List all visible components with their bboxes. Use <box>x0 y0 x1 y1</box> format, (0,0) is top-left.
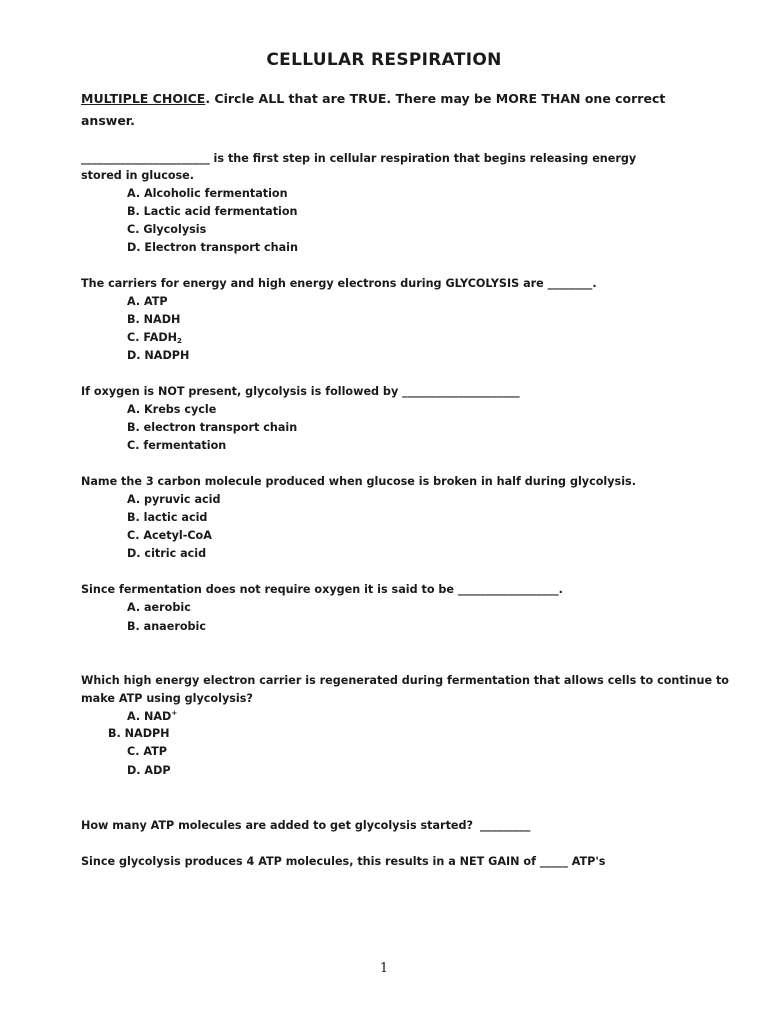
question-5-line-1: Since fermentation does not require oxygen it is said to be __________________. <box>81 583 563 596</box>
question-1-option-a[interactable]: A. Alcoholic fermentation <box>127 187 288 200</box>
multiple-choice-heading: MULTIPLE CHOICE <box>81 91 206 106</box>
question-8-line-1: Since glycolysis produces 4 ATP molecules, this results in a NET GAIN of _____ ATP's <box>81 855 606 868</box>
question-6-option-a-text: A. NAD <box>127 710 172 723</box>
question-5-option-b[interactable]: B. anaerobic <box>127 620 207 633</box>
question-3-option-a[interactable]: A. Krebs cycle <box>127 403 217 416</box>
question-3-option-c[interactable]: C. fermentation <box>127 439 227 452</box>
question-1-line-1: _______________________ is the first step in cellular respiration that begins releasing energy <box>81 152 637 165</box>
instructions-line-1 <box>81 91 665 106</box>
question-1-option-d[interactable]: D. Electron transport chain <box>127 241 298 254</box>
question-2-option-a[interactable]: A. ATP <box>127 295 168 308</box>
page-number: 1 <box>379 961 389 976</box>
page-title: CELLULAR RESPIRATION <box>266 50 502 70</box>
question-2-option-b[interactable]: B. NADH <box>127 313 181 326</box>
question-4-option-c[interactable]: C. Acetyl-CoA <box>127 529 212 542</box>
question-2-option-d[interactable]: D. NADPH <box>127 349 190 362</box>
superscript-plus: + <box>171 709 178 717</box>
question-1-option-c[interactable]: C. Glycolysis <box>127 223 207 236</box>
question-1-option-b[interactable]: B. Lactic acid fermentation <box>127 205 298 218</box>
question-6-option-b[interactable]: B. NADPH <box>108 727 170 740</box>
instructions-line-2: answer. <box>81 113 135 128</box>
instructions-text: . Circle ALL that are TRUE. There may be MORE THAN one correct <box>205 91 666 106</box>
question-2-option-c-text: C. FADH <box>127 331 178 344</box>
question-2-line-1: The carriers for energy and high energy electrons during GLYCOLYSIS are ________. <box>81 277 597 290</box>
subscript-2: 2 <box>177 337 182 345</box>
question-1-line-2: stored in glucose. <box>81 169 195 182</box>
question-4-option-d[interactable]: D. citric acid <box>127 547 207 560</box>
question-4-option-a[interactable]: A. pyruvic acid <box>127 493 221 506</box>
question-3-option-b[interactable]: B. electron transport chain <box>127 421 298 434</box>
question-6-line-2: make ATP using glycolysis? <box>81 692 253 705</box>
question-6-option-d[interactable]: D. ADP <box>127 764 171 777</box>
question-4-line-1: Name the 3 carbon molecule produced when glucose is broken in half during glycolysis. <box>81 475 636 488</box>
question-6-line-1: Which high energy electron carrier is regenerated during fermentation that allows cells to continue to <box>81 674 729 687</box>
question-4-option-b[interactable]: B. lactic acid <box>127 511 208 524</box>
question-7-line-1: How many ATP molecules are added to get glycolysis started? <box>81 819 473 832</box>
question-7-answer-blank[interactable]: _________ <box>480 819 531 832</box>
question-5-option-a[interactable]: A. aerobic <box>127 601 191 614</box>
question-6-option-a[interactable] <box>127 709 177 723</box>
question-2-option-c[interactable] <box>127 331 182 345</box>
question-3-line-1: If oxygen is NOT present, glycolysis is followed by _____________________ <box>81 385 520 398</box>
question-6-option-c[interactable]: C. ATP <box>127 745 167 758</box>
